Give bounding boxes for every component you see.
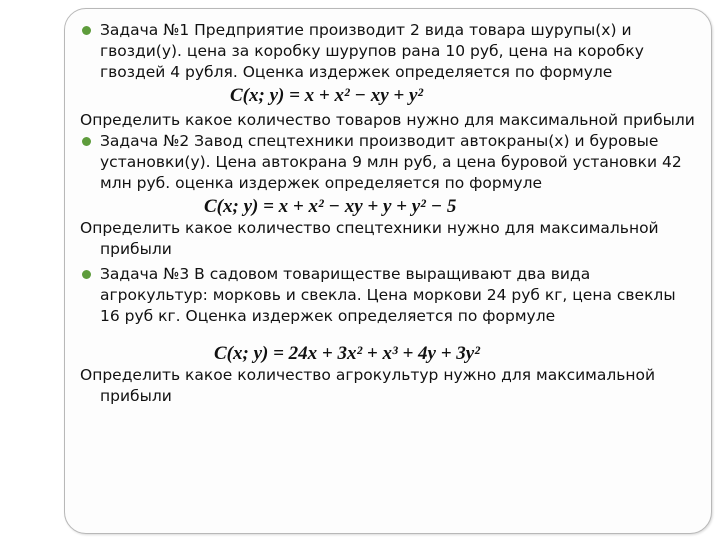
task-1-question: Определить какое количество товаров нужно для максимальной прибыли	[80, 111, 695, 129]
bullet-icon	[82, 26, 91, 35]
task-1-statement	[80, 20, 700, 83]
task-2-text: Задача №2 Завод спецтехники производит автокраны(x) и буровые установки(y). Цена автокрана 9 млн руб, а цена буровой установки 42 млн руб. оценка издержек определяется по формуле	[100, 132, 682, 192]
task-3-statement	[80, 264, 700, 327]
task-3-question: Определить какое количество агрокультур нужно для максимальной прибыли	[80, 366, 656, 405]
task-1-text: Задача №1 Предприятие производит 2 вида товара шурупы(x) и гвозди(y). цена за коробку шурупов рана 10 руб, цена на коробку гвоздей 4 рубля. Оценка издержек определяется по формуле	[100, 21, 644, 81]
bullet-icon	[82, 270, 91, 279]
task-2-question: Определить какое количество спецтехники нужно для максимальной прибыли	[80, 219, 659, 258]
task-2-formula: C(x; y) = x + x² − xy + y + y² − 5	[204, 196, 457, 217]
bullet-icon	[82, 137, 91, 146]
slide-body	[80, 20, 700, 407]
task-3-text: Задача №3 В садовом товариществе выращивают два вида агрокультур: морковь и свекла. Цена моркови 24 руб кг, цена свеклы 16 руб кг. Оценка издержек определяется по формуле	[100, 265, 676, 325]
task-3-formula: C(x; y) = 24x + 3x² + x³ + 4y + 3y²	[214, 343, 480, 364]
task-2-statement	[80, 131, 700, 194]
task-1-formula: C(x; y) = x + x² − xy + y²	[230, 85, 424, 106]
